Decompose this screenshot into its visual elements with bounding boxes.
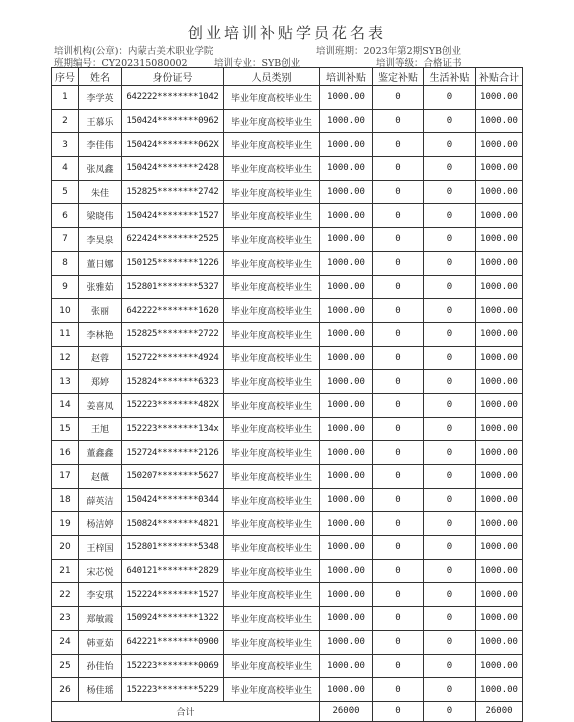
cell-subsidy-total: 1000.00	[476, 417, 523, 441]
cell-category: 毕业年度高校毕业生	[224, 654, 320, 678]
cell-subsidy-total: 1000.00	[476, 109, 523, 133]
cell-subsidy-total: 1000.00	[476, 133, 523, 157]
cell-name: 李昊泉	[79, 228, 122, 252]
cell-index: 4	[52, 157, 79, 181]
cell-index: 17	[52, 465, 79, 489]
cell-living-subsidy: 0	[424, 133, 476, 157]
cell-index: 2	[52, 109, 79, 133]
table-row	[52, 678, 523, 702]
cell-index: 10	[52, 299, 79, 323]
cell-living-subsidy: 0	[424, 630, 476, 654]
cell-index: 19	[52, 512, 79, 536]
cell-appraise-subsidy: 0	[373, 204, 424, 228]
cell-appraise-subsidy: 0	[373, 275, 424, 299]
cell-appraise-subsidy: 0	[373, 678, 424, 702]
cell-id-number: 640121********2829	[122, 559, 224, 583]
cell-name: 王梓国	[79, 536, 122, 560]
cell-subsidy-total: 1000.00	[476, 228, 523, 252]
cell-subsidy-total: 1000.00	[476, 559, 523, 583]
cell-name: 张丽	[79, 299, 122, 323]
table-row	[52, 251, 523, 275]
header-col-index: 序号	[52, 68, 79, 86]
table-row	[52, 370, 523, 394]
cell-subsidy-total: 1000.00	[476, 393, 523, 417]
cell-category: 毕业年度高校毕业生	[224, 157, 320, 181]
cell-living-subsidy: 0	[424, 512, 476, 536]
total-label: 合计	[52, 701, 320, 721]
cell-subsidy-total: 1000.00	[476, 607, 523, 631]
cell-appraise-subsidy: 0	[373, 299, 424, 323]
cell-category: 毕业年度高校毕业生	[224, 251, 320, 275]
cell-index: 25	[52, 654, 79, 678]
cell-category: 毕业年度高校毕业生	[224, 512, 320, 536]
cell-living-subsidy: 0	[424, 228, 476, 252]
table-row	[52, 133, 523, 157]
header-col-appraise: 鉴定补贴	[373, 68, 424, 86]
cell-living-subsidy: 0	[424, 157, 476, 181]
cell-appraise-subsidy: 0	[373, 488, 424, 512]
cell-subsidy-total: 1000.00	[476, 678, 523, 702]
cell-appraise-subsidy: 0	[373, 465, 424, 489]
cell-subsidy-total: 1000.00	[476, 346, 523, 370]
cell-living-subsidy: 0	[424, 251, 476, 275]
table-row	[52, 536, 523, 560]
table-row	[52, 630, 523, 654]
cell-id-number: 152724********2126	[122, 441, 224, 465]
cell-appraise-subsidy: 0	[373, 180, 424, 204]
cell-train-subsidy: 1000.00	[320, 180, 373, 204]
table-row	[52, 157, 523, 181]
header-row	[52, 68, 523, 86]
header-col-category: 人员类别	[224, 68, 320, 86]
cell-index: 14	[52, 393, 79, 417]
cell-living-subsidy: 0	[424, 441, 476, 465]
cell-living-subsidy: 0	[424, 109, 476, 133]
cell-id-number: 150424********0344	[122, 488, 224, 512]
cell-train-subsidy: 1000.00	[320, 607, 373, 631]
cell-appraise-subsidy: 0	[373, 654, 424, 678]
cell-train-subsidy: 1000.00	[320, 559, 373, 583]
table-row	[52, 583, 523, 607]
cell-train-subsidy: 1000.00	[320, 488, 373, 512]
header-col-name: 姓名	[79, 68, 122, 86]
cell-index: 18	[52, 488, 79, 512]
cell-name: 姜喜凤	[79, 393, 122, 417]
cell-name: 李学英	[79, 86, 122, 110]
cell-index: 12	[52, 346, 79, 370]
cell-subsidy-total: 1000.00	[476, 275, 523, 299]
cell-train-subsidy: 1000.00	[320, 417, 373, 441]
cell-living-subsidy: 0	[424, 299, 476, 323]
cell-index: 20	[52, 536, 79, 560]
cell-train-subsidy: 1000.00	[320, 465, 373, 489]
cell-train-subsidy: 1000.00	[320, 370, 373, 394]
cell-index: 11	[52, 322, 79, 346]
cell-train-subsidy: 1000.00	[320, 299, 373, 323]
cell-category: 毕业年度高校毕业生	[224, 204, 320, 228]
cell-name: 李林艳	[79, 322, 122, 346]
cell-appraise-subsidy: 0	[373, 228, 424, 252]
cell-living-subsidy: 0	[424, 465, 476, 489]
table-row	[52, 512, 523, 536]
cell-index: 8	[52, 251, 79, 275]
cell-name: 董日娜	[79, 251, 122, 275]
cell-name: 郑敏霞	[79, 607, 122, 631]
cell-living-subsidy: 0	[424, 393, 476, 417]
cell-subsidy-total: 1000.00	[476, 86, 523, 110]
cell-id-number: 152224********1527	[122, 583, 224, 607]
cell-train-subsidy: 1000.00	[320, 322, 373, 346]
table-row	[52, 180, 523, 204]
cell-index: 22	[52, 583, 79, 607]
table-row	[52, 299, 523, 323]
cell-index: 3	[52, 133, 79, 157]
total-sum: 26000	[476, 701, 523, 721]
cell-name: 王慕乐	[79, 109, 122, 133]
cell-subsidy-total: 1000.00	[476, 180, 523, 204]
cell-name: 郑婷	[79, 370, 122, 394]
cell-category: 毕业年度高校毕业生	[224, 86, 320, 110]
cell-train-subsidy: 1000.00	[320, 133, 373, 157]
table-row	[52, 417, 523, 441]
cell-appraise-subsidy: 0	[373, 251, 424, 275]
cell-name: 宋芯悦	[79, 559, 122, 583]
cell-id-number: 642222********1042	[122, 86, 224, 110]
cell-living-subsidy: 0	[424, 654, 476, 678]
cell-name: 董鑫鑫	[79, 441, 122, 465]
cell-name: 李安琪	[79, 583, 122, 607]
cell-category: 毕业年度高校毕业生	[224, 133, 320, 157]
cell-id-number: 150207********5627	[122, 465, 224, 489]
cell-train-subsidy: 1000.00	[320, 630, 373, 654]
cell-subsidy-total: 1000.00	[476, 322, 523, 346]
cell-appraise-subsidy: 0	[373, 512, 424, 536]
cell-id-number: 150824********4821	[122, 512, 224, 536]
cell-appraise-subsidy: 0	[373, 157, 424, 181]
cell-train-subsidy: 1000.00	[320, 228, 373, 252]
cell-category: 毕业年度高校毕业生	[224, 607, 320, 631]
cell-id-number: 152223********5229	[122, 678, 224, 702]
table-row	[52, 393, 523, 417]
training-major: 培训专业：SYB创业	[214, 58, 301, 69]
total-row	[52, 701, 523, 721]
cell-train-subsidy: 1000.00	[320, 678, 373, 702]
cell-subsidy-total: 1000.00	[476, 536, 523, 560]
cell-subsidy-total: 1000.00	[476, 465, 523, 489]
table-body	[52, 86, 523, 702]
cell-id-number: 152223********482X	[122, 393, 224, 417]
cell-name: 张凤鑫	[79, 157, 122, 181]
cell-living-subsidy: 0	[424, 346, 476, 370]
cell-category: 毕业年度高校毕业生	[224, 109, 320, 133]
table-row	[52, 607, 523, 631]
cell-id-number: 152825********2722	[122, 322, 224, 346]
cell-appraise-subsidy: 0	[373, 346, 424, 370]
cell-subsidy-total: 1000.00	[476, 488, 523, 512]
cell-appraise-subsidy: 0	[373, 322, 424, 346]
cell-living-subsidy: 0	[424, 583, 476, 607]
cell-id-number: 150924********1322	[122, 607, 224, 631]
cell-living-subsidy: 0	[424, 180, 476, 204]
table-row	[52, 204, 523, 228]
table-row	[52, 465, 523, 489]
total-train: 26000	[320, 701, 373, 721]
cell-train-subsidy: 1000.00	[320, 654, 373, 678]
cell-train-subsidy: 1000.00	[320, 86, 373, 110]
cell-id-number: 152223********134x	[122, 417, 224, 441]
cell-appraise-subsidy: 0	[373, 630, 424, 654]
cell-id-number: 150125********1226	[122, 251, 224, 275]
cell-index: 23	[52, 607, 79, 631]
cell-index: 15	[52, 417, 79, 441]
document-title: 创业培训补贴学员花名表	[187, 24, 386, 42]
cell-appraise-subsidy: 0	[373, 583, 424, 607]
cell-subsidy-total: 1000.00	[476, 583, 523, 607]
cell-train-subsidy: 1000.00	[320, 346, 373, 370]
cell-category: 毕业年度高校毕业生	[224, 536, 320, 560]
cell-id-number: 150424********062X	[122, 133, 224, 157]
cell-name: 杨洁婷	[79, 512, 122, 536]
cell-name: 朱佳	[79, 180, 122, 204]
cell-subsidy-total: 1000.00	[476, 512, 523, 536]
cell-id-number: 150424********2428	[122, 157, 224, 181]
cell-category: 毕业年度高校毕业生	[224, 630, 320, 654]
table-row	[52, 441, 523, 465]
cell-name: 孙佳怡	[79, 654, 122, 678]
cell-train-subsidy: 1000.00	[320, 583, 373, 607]
cell-category: 毕业年度高校毕业生	[224, 228, 320, 252]
cell-index: 6	[52, 204, 79, 228]
cell-appraise-subsidy: 0	[373, 86, 424, 110]
total-appraise: 0	[373, 701, 424, 721]
cell-subsidy-total: 1000.00	[476, 251, 523, 275]
cell-appraise-subsidy: 0	[373, 559, 424, 583]
cell-index: 26	[52, 678, 79, 702]
cell-name: 梁晓伟	[79, 204, 122, 228]
cell-subsidy-total: 1000.00	[476, 370, 523, 394]
cell-appraise-subsidy: 0	[373, 133, 424, 157]
cell-name: 李佳伟	[79, 133, 122, 157]
cell-category: 毕业年度高校毕业生	[224, 393, 320, 417]
cell-index: 24	[52, 630, 79, 654]
cell-living-subsidy: 0	[424, 536, 476, 560]
cell-train-subsidy: 1000.00	[320, 536, 373, 560]
cell-category: 毕业年度高校毕业生	[224, 322, 320, 346]
cell-category: 毕业年度高校毕业生	[224, 488, 320, 512]
cell-id-number: 152801********5327	[122, 275, 224, 299]
class-number: 班期编号：CY202315080002	[54, 58, 188, 69]
cell-id-number: 622424********2525	[122, 228, 224, 252]
cell-living-subsidy: 0	[424, 559, 476, 583]
cell-name: 王旭	[79, 417, 122, 441]
cell-appraise-subsidy: 0	[373, 417, 424, 441]
cell-subsidy-total: 1000.00	[476, 630, 523, 654]
cell-category: 毕业年度高校毕业生	[224, 346, 320, 370]
header-col-train: 培训补贴	[320, 68, 373, 86]
cell-name: 赵薇	[79, 465, 122, 489]
cell-train-subsidy: 1000.00	[320, 109, 373, 133]
cell-category: 毕业年度高校毕业生	[224, 583, 320, 607]
cell-category: 毕业年度高校毕业生	[224, 441, 320, 465]
cell-id-number: 152722********4924	[122, 346, 224, 370]
cell-living-subsidy: 0	[424, 370, 476, 394]
cell-appraise-subsidy: 0	[373, 370, 424, 394]
table-row	[52, 86, 523, 110]
cell-living-subsidy: 0	[424, 322, 476, 346]
cell-living-subsidy: 0	[424, 275, 476, 299]
table-row	[52, 346, 523, 370]
cell-train-subsidy: 1000.00	[320, 251, 373, 275]
total-living: 0	[424, 701, 476, 721]
cell-id-number: 152801********5348	[122, 536, 224, 560]
cell-id-number: 642221********0900	[122, 630, 224, 654]
cell-train-subsidy: 1000.00	[320, 393, 373, 417]
cell-index: 21	[52, 559, 79, 583]
table-row	[52, 488, 523, 512]
table-row	[52, 654, 523, 678]
cell-living-subsidy: 0	[424, 417, 476, 441]
cell-appraise-subsidy: 0	[373, 393, 424, 417]
table-row	[52, 109, 523, 133]
cell-train-subsidy: 1000.00	[320, 441, 373, 465]
cell-name: 韩亚茹	[79, 630, 122, 654]
cell-index: 9	[52, 275, 79, 299]
cell-index: 13	[52, 370, 79, 394]
cell-subsidy-total: 1000.00	[476, 654, 523, 678]
cell-living-subsidy: 0	[424, 607, 476, 631]
cell-category: 毕业年度高校毕业生	[224, 465, 320, 489]
cell-index: 5	[52, 180, 79, 204]
cell-name: 杨佳瑶	[79, 678, 122, 702]
training-class: 培训班期：2023年第2期SYB创业	[316, 46, 461, 57]
cell-id-number: 152223********0069	[122, 654, 224, 678]
table-row	[52, 559, 523, 583]
cell-living-subsidy: 0	[424, 204, 476, 228]
cell-id-number: 152824********6323	[122, 370, 224, 394]
cell-appraise-subsidy: 0	[373, 536, 424, 560]
cell-category: 毕业年度高校毕业生	[224, 678, 320, 702]
cell-subsidy-total: 1000.00	[476, 157, 523, 181]
cell-living-subsidy: 0	[424, 488, 476, 512]
cell-name: 张雅茹	[79, 275, 122, 299]
table-row	[52, 275, 523, 299]
cell-living-subsidy: 0	[424, 86, 476, 110]
table-row	[52, 322, 523, 346]
cell-category: 毕业年度高校毕业生	[224, 559, 320, 583]
cell-train-subsidy: 1000.00	[320, 157, 373, 181]
cell-id-number: 152825********2742	[122, 180, 224, 204]
cell-category: 毕业年度高校毕业生	[224, 180, 320, 204]
header-col-living: 生活补贴	[424, 68, 476, 86]
cell-living-subsidy: 0	[424, 678, 476, 702]
cell-subsidy-total: 1000.00	[476, 441, 523, 465]
cell-category: 毕业年度高校毕业生	[224, 417, 320, 441]
training-org: 培训机构(公章)：内蒙古美术职业学院	[54, 46, 214, 57]
cell-name: 赵蓉	[79, 346, 122, 370]
cell-subsidy-total: 1000.00	[476, 204, 523, 228]
cell-train-subsidy: 1000.00	[320, 512, 373, 536]
cell-name: 薛英洁	[79, 488, 122, 512]
training-level: 培训等级：合格证书	[376, 58, 462, 69]
cell-index: 7	[52, 228, 79, 252]
cell-id-number: 150424********1527	[122, 204, 224, 228]
cell-appraise-subsidy: 0	[373, 607, 424, 631]
cell-index: 1	[52, 86, 79, 110]
cell-train-subsidy: 1000.00	[320, 204, 373, 228]
cell-appraise-subsidy: 0	[373, 109, 424, 133]
cell-id-number: 150424********0962	[122, 109, 224, 133]
cell-category: 毕业年度高校毕业生	[224, 370, 320, 394]
cell-subsidy-total: 1000.00	[476, 299, 523, 323]
cell-id-number: 642222********1620	[122, 299, 224, 323]
header-col-sum: 补贴合计	[476, 68, 523, 86]
table-row	[52, 228, 523, 252]
cell-category: 毕业年度高校毕业生	[224, 299, 320, 323]
roster-table	[51, 67, 523, 722]
cell-train-subsidy: 1000.00	[320, 275, 373, 299]
header-col-id: 身份证号	[122, 68, 224, 86]
cell-appraise-subsidy: 0	[373, 441, 424, 465]
cell-index: 16	[52, 441, 79, 465]
cell-category: 毕业年度高校毕业生	[224, 275, 320, 299]
